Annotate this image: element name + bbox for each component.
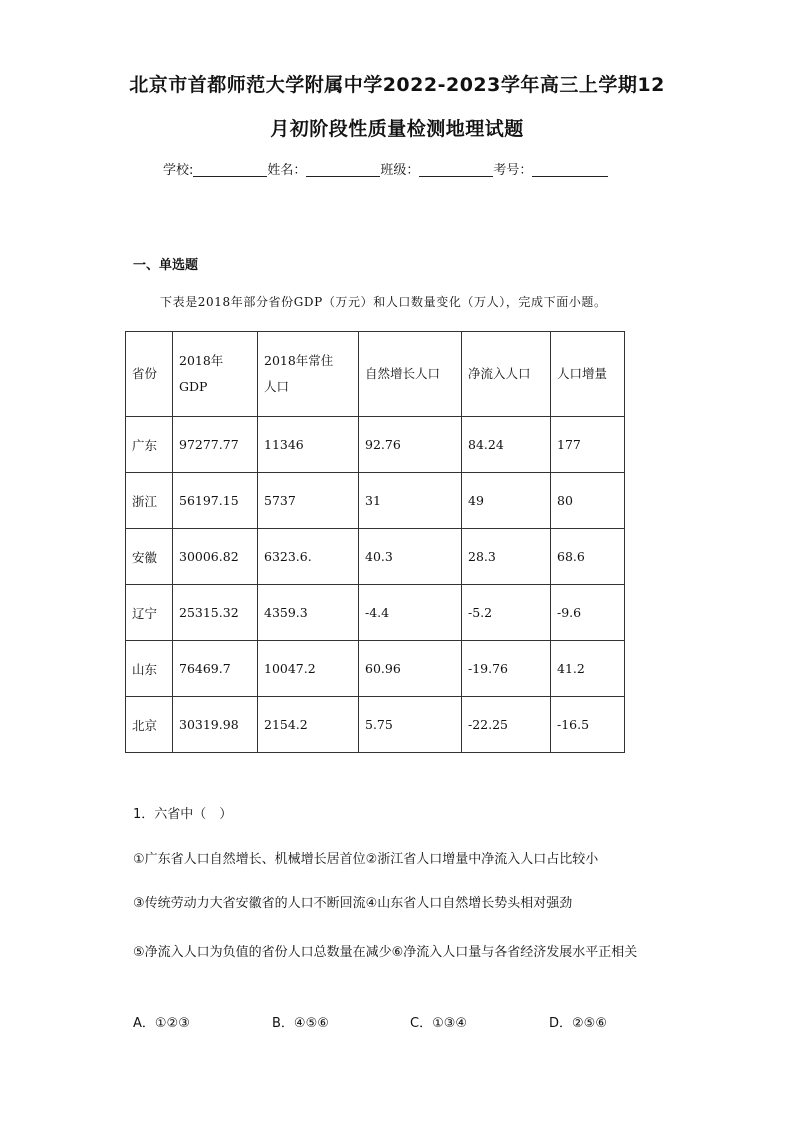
table-cell: 4359.3 [258, 585, 359, 641]
choice-b[interactable]: B．④⑤⑥ [272, 1016, 329, 1031]
school-blank[interactable] [193, 162, 267, 177]
id-label: 考号： [493, 163, 533, 178]
table-cell: -22.25 [462, 697, 551, 753]
name-label: 姓名： [267, 163, 307, 178]
choice-d[interactable]: D．②⑤⑥ [549, 1016, 607, 1031]
table-cell: 31 [359, 473, 462, 529]
table-cell: -19.76 [462, 641, 551, 697]
table-row [126, 697, 625, 753]
table-cell: 177 [551, 417, 625, 473]
table-cell: 41.2 [551, 641, 625, 697]
table-cell: 68.6 [551, 529, 625, 585]
header-province: 省份 [126, 332, 173, 417]
table-cell: 97277.77 [173, 417, 258, 473]
table-cell: 2154.2 [258, 697, 359, 753]
table-cell: -5.2 [462, 585, 551, 641]
section-heading: 一、单选题 [133, 258, 199, 273]
table-cell: 49 [462, 473, 551, 529]
table-cell: 安徽 [126, 529, 173, 585]
header-population: 2018年常住 人口 [258, 332, 359, 417]
table-cell: 5.75 [359, 697, 462, 753]
table-cell: 广东 [126, 417, 173, 473]
table-row [126, 417, 625, 473]
table-cell: 30006.82 [173, 529, 258, 585]
id-blank[interactable] [532, 162, 608, 177]
name-blank[interactable] [306, 162, 380, 177]
table-cell: 40.3 [359, 529, 462, 585]
header-natural-growth: 自然增长人口 [359, 332, 462, 417]
option-line-3: ⑤净流入人口为负值的省份人口总数量在减少⑥净流入人口量与各省经济发展水平正相关 [133, 945, 638, 960]
table-cell: 60.96 [359, 641, 462, 697]
intro-text: 下表是2018年部分省份GDP（万元）和人口数量变化（万人），完成下面小题。 [160, 295, 607, 309]
table-row [126, 473, 625, 529]
table-cell: 山东 [126, 641, 173, 697]
school-label: 学校: [163, 163, 194, 178]
table-row [126, 529, 625, 585]
table-cell: 浙江 [126, 473, 173, 529]
title-line-2: 月初阶段性质量检测地理试题 [270, 118, 524, 140]
table-cell: 28.3 [462, 529, 551, 585]
table-cell: 11346 [258, 417, 359, 473]
option-line-1: ①广东省人口自然增长、机械增长居首位②浙江省人口增量中净流入人口占比较小 [133, 852, 599, 867]
table-cell: 84.24 [462, 417, 551, 473]
table-row [126, 585, 625, 641]
table-cell: 6323.6. [258, 529, 359, 585]
table-row [126, 641, 625, 697]
table-cell: 56197.15 [173, 473, 258, 529]
header-gdp: 2018年 GDP [173, 332, 258, 417]
choice-c[interactable]: C．①③④ [410, 1016, 468, 1031]
class-label: 班级： [380, 163, 420, 178]
table-cell: 25315.32 [173, 585, 258, 641]
table-cell: 北京 [126, 697, 173, 753]
header-increase: 人口增量 [551, 332, 625, 417]
option-line-2: ③传统劳动力大省安徽省的人口不断回流④山东省人口自然增长势头相对强劲 [133, 896, 573, 911]
table-cell: 30319.98 [173, 697, 258, 753]
table-cell: 10047.2 [258, 641, 359, 697]
population-table [125, 331, 625, 753]
table-header-row [126, 332, 625, 417]
question-stem: 1．六省中（ ） [133, 807, 233, 822]
header-net-inflow: 净流入人口 [462, 332, 551, 417]
table-cell: -9.6 [551, 585, 625, 641]
choice-a[interactable]: A．①②③ [133, 1016, 190, 1031]
table-cell: 5737 [258, 473, 359, 529]
table-cell: 辽宁 [126, 585, 173, 641]
student-info-line [163, 159, 608, 178]
table-cell: -4.4 [359, 585, 462, 641]
title-line-1: 北京市首都师范大学附属中学2022-2023学年高三上学期12 [129, 74, 665, 96]
table-cell: 92.76 [359, 417, 462, 473]
table-cell: 80 [551, 473, 625, 529]
class-blank[interactable] [419, 162, 493, 177]
table-cell: -16.5 [551, 697, 625, 753]
table-cell: 76469.7 [173, 641, 258, 697]
